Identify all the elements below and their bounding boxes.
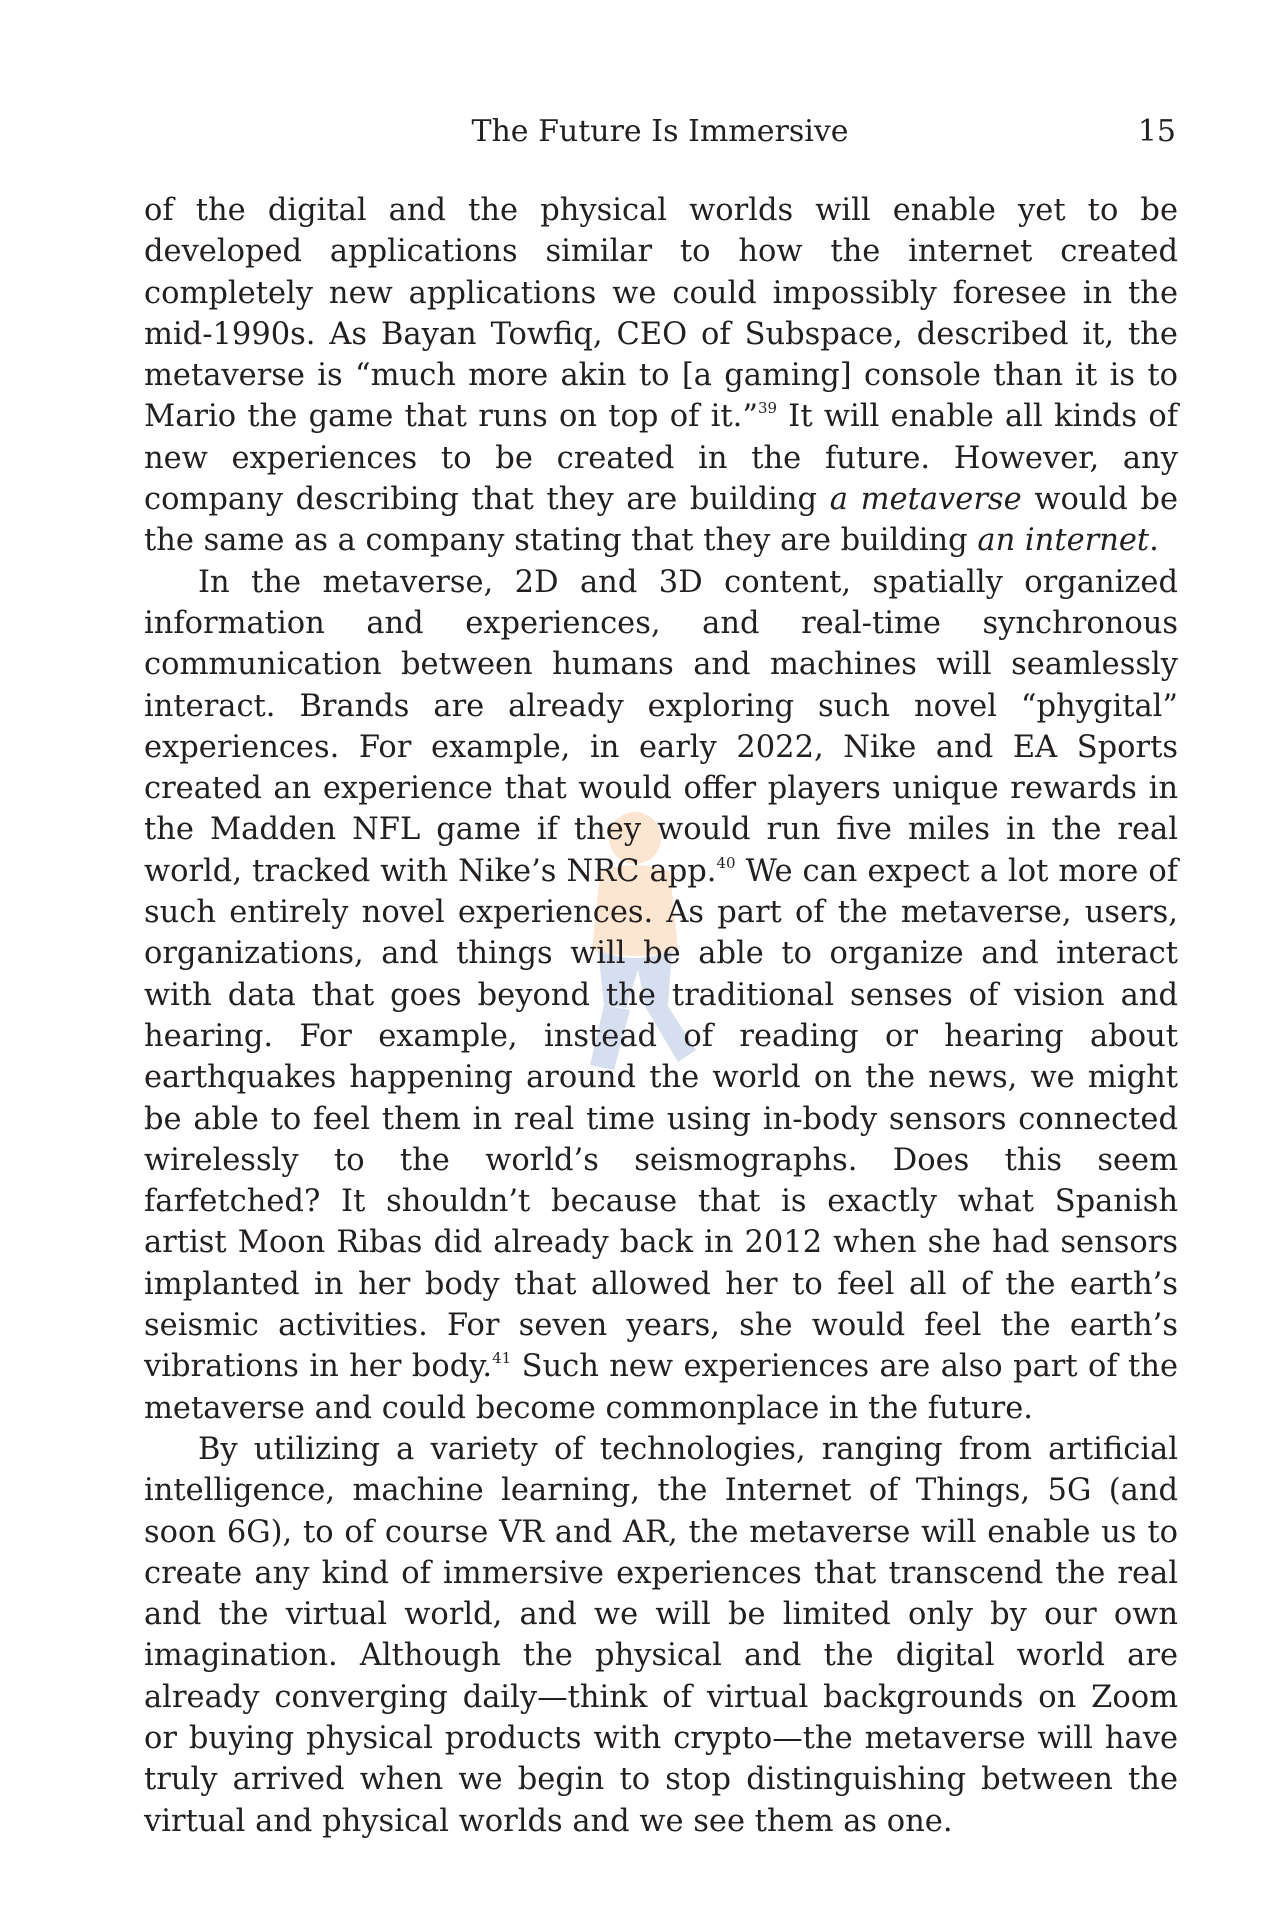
paragraph-1-text-a: of the digital and the physical worlds will enable yet to be developed applications similar to how the internet created completely new applications we could impossibly foresee in the mid-1990s. As Bayan Towfiq, CEO of Subspace, described it, the metaverse is “much more akin to [a gaming] console than it is to Mario the game that runs on top of it.” <box>144 193 1178 435</box>
paragraph-3: By utilizing a variety of technologies, ranging from artificial intelligence, machine learning, the Internet of Things, 5G (and soon 6G), to of course VR and AR, the metaverse will enable us to create any kind of immersive experiences that transcend the real and the virtual world, and we will be limited only by our own imagination. Although the physical and the digital world are already converging daily—think of virtual backgrounds on Zoom or buying physical products with crypto—the metaverse will have truly arrived when we begin to stop distinguishing between the virtual and physical worlds and we see them as one. <box>144 1431 1178 1839</box>
paragraph-1-text-b: It will enable all kinds of new experiences to be created in the future. However, any company describing that they are building <box>144 399 1178 518</box>
paragraph-2-text-c: Such new experiences are also part of the metaverse and could become commonplace in the future. <box>144 1349 1179 1426</box>
paragraph-2 <box>144 562 1178 1429</box>
running-head <box>144 110 1176 154</box>
emphasis-an-internet: an internet <box>977 523 1150 559</box>
page-number: 15 <box>1137 114 1176 149</box>
paragraph-1-text-c: would be the same as a company stating that they are building <box>144 482 1179 559</box>
footnote-ref-39: 39 <box>757 399 778 418</box>
running-title: The Future Is Immersive <box>471 114 849 149</box>
paragraph-2-text-b: We can expect a lot more of such entirely novel experiences. As part of the metaverse, users, organizations, and things will be able to organize and interact with data that goes beyond the traditional senses of vision and hearing. For example, instead of reading or hearing about earthquakes happening around the world on the news, we might be able to feel them in real time using in-body sensors connected wirelessly to the world’s seismographs. Does this seem farfetched? It shouldn’t because that is exactly what Spanish artist Moon Ribas did already back in 2012 when she had sensors implanted in her body that allowed her to feel all of the earth’s seismic activities. For seven years, she would feel the earth’s vibrations in her body. <box>144 853 1178 1385</box>
body-text <box>144 190 1178 1842</box>
paragraph-1 <box>144 190 1178 562</box>
emphasis-a-metaverse: a metaverse <box>829 482 1022 518</box>
paragraph-2-text-a: In the metaverse, 2D and 3D content, spatially organized information and experiences, and real-time synchronous communication between humans and machines will seamlessly interact. Brands are already exploring such novel “phygital” experiences. For example, in early 2022, Nike and EA Sports created an experience that would offer players unique rewards in the Madden NFL game if they would run five miles in the real world, tracked with Nike’s NRC app. <box>144 564 1178 889</box>
footnote-ref-40: 40 <box>716 853 736 872</box>
paragraph-1-text-d: . <box>1149 523 1159 559</box>
footnote-ref-41: 41 <box>492 1349 512 1368</box>
